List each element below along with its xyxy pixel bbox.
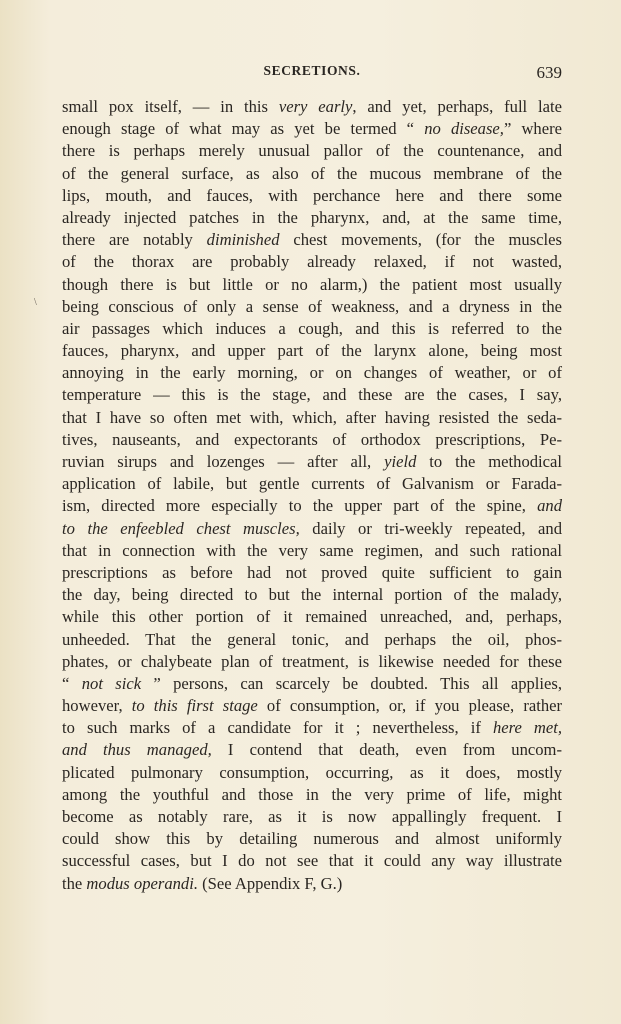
italic-text: to the enfeebled chest muscles, <box>62 518 300 538</box>
running-head: SECRETIONS. <box>263 63 361 78</box>
text-line <box>62 473 562 495</box>
text-run: there is perhaps merely unusual pallor of the countenance, and <box>62 141 562 161</box>
text-run: air passages which induces a cough, and this is referred to the <box>62 318 562 338</box>
text-run: however, <box>62 696 132 716</box>
italic-text: and thus managed, <box>62 740 212 760</box>
text-line <box>62 518 562 540</box>
text-line <box>62 229 562 251</box>
page-number: 639 <box>536 63 562 82</box>
text-line <box>62 118 562 140</box>
text-run: already injected patches in the pharynx, and, at the same time, <box>62 207 562 227</box>
text-line <box>62 784 562 806</box>
text-line <box>62 850 562 872</box>
text-line <box>62 673 562 695</box>
text-run: (See Appendix F, G.) <box>197 873 343 893</box>
text-line <box>62 873 562 895</box>
text-line <box>62 695 562 717</box>
text-run: application of labile, but gentle currents of Galvanism or Farada- <box>62 474 562 494</box>
text-line <box>62 806 562 828</box>
text-run: could show this by detailing numerous and almost uniformly <box>62 829 562 849</box>
text-run: I contend that death, even from uncom- <box>211 740 562 760</box>
text-run: small pox itself, — in this <box>62 97 279 116</box>
text-run: being conscious of only a sense of weakness, and a dryness in the <box>62 296 562 316</box>
text-line <box>62 384 562 406</box>
text-run: prescriptions as before had not proved quite sufficient to gain <box>62 562 562 582</box>
italic-text: yield <box>384 452 417 471</box>
italic-text: to this first stage <box>131 696 258 716</box>
text-line <box>62 451 562 473</box>
text-line <box>62 296 562 318</box>
text-run: become as notably rare, as it is now appallingly frequent. I <box>62 807 562 826</box>
margin-mark: \ <box>34 297 37 308</box>
italic-text: and <box>537 496 562 516</box>
text-run: the <box>62 873 87 893</box>
text-run: enough stage of what may as yet be termed “ <box>62 119 425 139</box>
text-run: that in connection with the very same regimen, and such rational <box>62 540 562 560</box>
text-run: ism, directed more especially to the upper part of the spine, <box>62 496 538 516</box>
text-line <box>62 96 562 118</box>
text-run: , and yet, perhaps, full late <box>352 97 562 116</box>
text-line <box>62 717 562 739</box>
text-run: though there is but little or no alarm,) the patient most usually <box>62 274 562 294</box>
text-line <box>62 340 562 362</box>
text-line <box>62 651 562 673</box>
text-line <box>62 251 562 273</box>
text-run: unheeded. That the general tonic, and perhaps the oil, phos- <box>62 629 562 649</box>
text-line <box>62 163 562 185</box>
text-run: to such marks of a candidate for it ; nevertheless, if <box>62 718 493 738</box>
text-run: tives, nauseants, and expectorants of orthodox prescriptions, Pe- <box>62 429 562 449</box>
text-line <box>62 495 562 517</box>
text-run: fauces, pharynx, and upper part of the larynx alone, being most <box>62 341 562 361</box>
text-run: of the thorax are probably already relaxed, if not wasted, <box>62 252 562 272</box>
text-run: of the general surface, as also of the mucous membrane of the <box>62 163 562 183</box>
text-run: to the methodical <box>416 452 562 471</box>
text-line <box>62 407 562 429</box>
text-line <box>62 828 562 850</box>
body-paragraph <box>62 96 562 895</box>
page-header <box>62 63 562 83</box>
text-run: the day, being directed to but the internal portion of the malady, <box>62 585 562 605</box>
text-run: that I have so often met with, which, after having resisted the seda- <box>62 407 562 427</box>
text-line <box>62 318 562 340</box>
text-run: successful cases, but I do not see that it could any way illustrate <box>62 851 562 871</box>
italic-text: here met, <box>492 718 563 738</box>
text-run: there are notably <box>62 230 207 250</box>
text-line <box>62 140 562 162</box>
text-run: ruvian sirups and lozenges — after all, <box>62 452 385 471</box>
text-line <box>62 429 562 451</box>
text-line <box>62 762 562 784</box>
italic-text: very early <box>278 97 353 116</box>
text-run: of consumption, or, if you please, rather <box>257 696 563 716</box>
text-run: temperature — this is the stage, and these are the cases, I say, <box>62 385 562 405</box>
text-run: plicated pulmonary consumption, occurring, as it does, mostly <box>62 762 562 782</box>
italic-text: modus operandi. <box>86 873 198 893</box>
text-run: among the youthful and those in the very prime of life, might <box>62 784 562 804</box>
text-line <box>62 562 562 584</box>
text-run: ” persons, can scarcely be doubted. This all applies, <box>141 673 562 693</box>
italic-text: no disease, <box>424 119 504 139</box>
text-line <box>62 584 562 606</box>
text-run: chest movements, (for the muscles <box>279 230 562 250</box>
italic-text: not sick <box>81 673 142 693</box>
text-run: annoying in the early morning, or on changes of weather, or of <box>62 363 562 383</box>
text-line <box>62 540 562 562</box>
text-run: lips, mouth, and fauces, with perchance here and there some <box>62 185 562 205</box>
text-run: ” where <box>503 119 562 139</box>
text-line <box>62 739 562 761</box>
text-line <box>62 207 562 229</box>
text-line <box>62 606 562 628</box>
text-line <box>62 185 562 207</box>
text-run: phates, or chalybeate plan of treatment, is likewise needed for these <box>62 651 562 671</box>
text-line <box>62 629 562 651</box>
text-line <box>62 362 562 384</box>
text-run: while this other portion of it remained unreached, and, perhaps, <box>62 607 562 627</box>
text-run: “ <box>62 673 82 693</box>
text-line <box>62 274 562 296</box>
italic-text: diminished <box>206 230 280 250</box>
text-run: daily or tri-weekly repeated, and <box>299 518 563 538</box>
